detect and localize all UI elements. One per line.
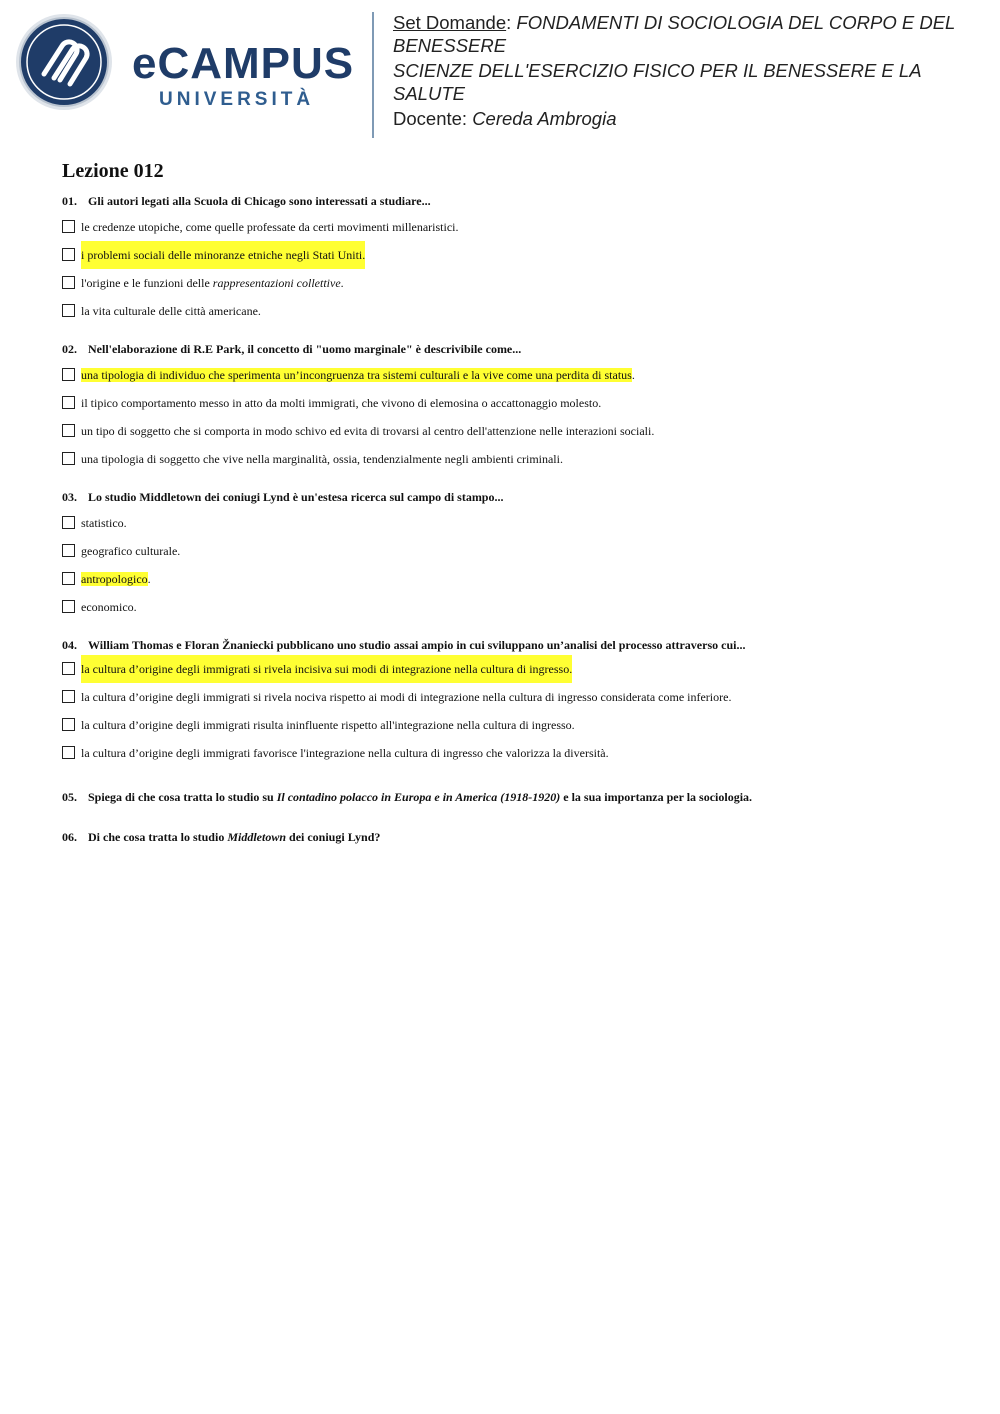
checkbox[interactable] <box>62 452 75 465</box>
answer-option[interactable]: la cultura d’origine degli immigrati si rivela nociva rispetto ai modi di integrazione nella cultura di ingresso considerata come inferiore. <box>62 683 962 711</box>
brand-subtitle: UNIVERSITÀ <box>159 89 315 110</box>
brand-name: eCAMPUS <box>132 39 355 88</box>
answer-list <box>62 213 962 325</box>
answer-option[interactable] <box>62 655 962 683</box>
checkbox[interactable] <box>62 396 75 409</box>
highlighted-answer: i problemi sociali delle minoranze etniche negli Stati Uniti. <box>81 241 365 269</box>
course-title: FONDAMENTI DI SOCIOLOGIA DEL CORPO E DEL BENESSERE <box>393 12 956 56</box>
question-block <box>62 341 962 473</box>
checkbox[interactable] <box>62 544 75 557</box>
answer-option[interactable]: geografico culturale. <box>62 537 962 565</box>
answer-option[interactable]: la vita culturale delle città americane. <box>62 297 962 325</box>
checkbox[interactable] <box>62 304 75 317</box>
question-text: 02. Nell'elaborazione di R.E Park, il concetto di "uomo marginale" è descrivibile come... <box>62 342 522 356</box>
answer-option[interactable]: l'origine e le funzioni delle rappresentazioni collettive. <box>62 269 962 297</box>
question-block <box>62 193 962 325</box>
question-block <box>62 829 962 845</box>
answer-option[interactable]: antropologico. <box>62 565 962 593</box>
checkbox[interactable] <box>62 746 75 759</box>
checkbox[interactable] <box>62 690 75 703</box>
answer-option[interactable]: le credenze utopiche, come quelle professate da certi movimenti millenaristici. <box>62 213 962 241</box>
docente-name: Cereda Ambrogia <box>472 108 617 129</box>
checkbox[interactable] <box>62 368 75 381</box>
document-header <box>0 0 1000 145</box>
answer-option[interactable]: la cultura d’origine degli immigrati favorisce l'integrazione nella cultura di ingresso che valorizza la diversità. <box>62 739 962 767</box>
answer-option[interactable] <box>62 241 962 269</box>
answer-option[interactable]: una tipologia di soggetto che vive nella marginalità, ossia, tendenzialmente negli ambienti criminali. <box>62 445 962 473</box>
question-block <box>62 637 962 767</box>
question-text: 04. William Thomas e Floran Žnaniecki pubblicano uno studio assai ampio in cui sviluppano un’analisi del processo attraverso cui... <box>62 638 746 652</box>
answer-list <box>62 361 962 473</box>
checkbox[interactable] <box>62 248 75 261</box>
ecampus-logo <box>14 12 359 114</box>
header-divider <box>372 12 374 138</box>
docente-label: Docente: <box>393 108 468 129</box>
highlighted-answer: antropologico <box>81 572 148 586</box>
answer-option[interactable]: statistico. <box>62 509 962 537</box>
checkbox[interactable] <box>62 276 75 289</box>
answer-option[interactable]: la cultura d’origine degli immigrati risulta ininfluente rispetto all'integrazione nella cultura di ingresso. <box>62 711 962 739</box>
checkbox[interactable] <box>62 718 75 731</box>
question-block <box>62 489 962 621</box>
lesson-title: Lezione 012 <box>62 160 164 182</box>
checkbox[interactable] <box>62 516 75 529</box>
checkbox[interactable] <box>62 662 75 675</box>
set-label: Set Domande <box>393 12 507 33</box>
answer-option[interactable]: economico. <box>62 593 962 621</box>
checkbox[interactable] <box>62 600 75 613</box>
header-course-info: Set Domande: FONDAMENTI DI SOCIOLOGIA DEL CORPO E DEL BENESSERE SCIENZE DELL'ESERCIZIO FISICO PER IL BENESSERE E LA SALUTE Docente: Cereda Ambrogia <box>393 11 983 130</box>
answer-option[interactable]: un tipo di soggetto che si comporta in modo schivo ed evita di trovarsi al centro dell'attenzione nelle interazioni sociali. <box>62 417 962 445</box>
highlighted-answer: la cultura d’origine degli immigrati si rivela incisiva sui modi di integrazione nella cultura di ingresso. <box>81 655 572 683</box>
checkbox[interactable] <box>62 572 75 585</box>
question-text: 03. Lo studio Middletown dei coniugi Lynd è un'estesa ricerca sul campo di stampo... <box>62 490 504 504</box>
question-text: 05. Spiega di che cosa tratta lo studio su Il contadino polacco in Europa e in America (1918-1920) e la sua importanza per la sociologia. <box>62 790 753 804</box>
highlighted-answer: una tipologia di individuo che sperimenta un’incongruenza tra sistemi culturali e la vive come una perdita di status <box>81 368 632 382</box>
answer-list <box>62 509 962 621</box>
course-line2: SCIENZE DELL'ESERCIZIO FISICO PER IL BENESSERE E LA SALUTE <box>393 60 921 104</box>
checkbox[interactable] <box>62 220 75 233</box>
checkbox[interactable] <box>62 424 75 437</box>
answer-list <box>62 655 962 767</box>
question-set <box>62 160 962 861</box>
question-text: 01. Gli autori legati alla Scuola di Chicago sono interessati a studiare... <box>62 194 431 208</box>
answer-option[interactable]: il tipico comportamento messo in atto da molti immigrati, che vivono di elemosina o accattonaggio molesto. <box>62 389 962 417</box>
answer-option[interactable]: una tipologia di individuo che sperimenta un’incongruenza tra sistemi culturali e la vive come una perdita di status. <box>62 361 962 389</box>
question-text: 06. Di che cosa tratta lo studio Middletown dei coniugi Lynd? <box>62 830 381 844</box>
question-block <box>62 789 962 805</box>
